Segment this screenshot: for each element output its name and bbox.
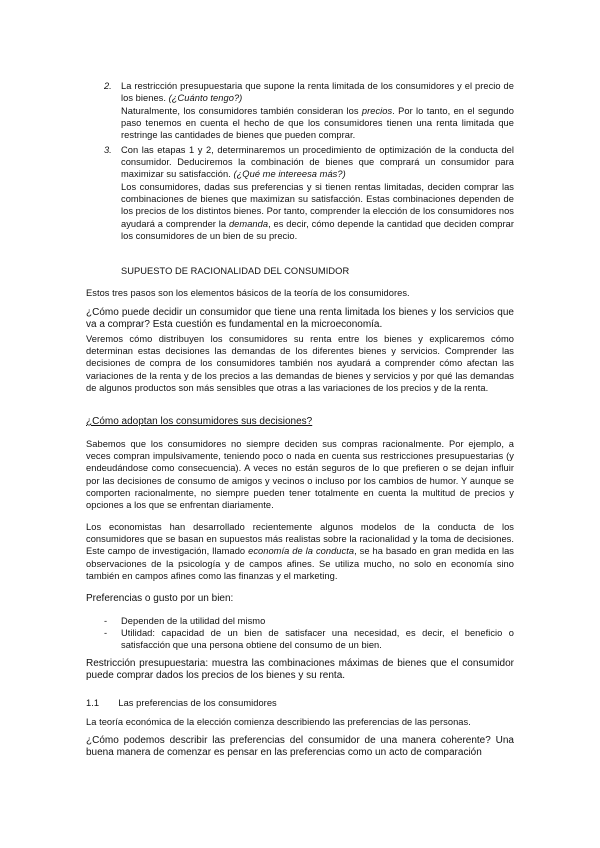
list-item-3-lead <box>121 144 514 181</box>
list-item-2-lead-text: La restricción presupuestaria que supone la renta limitada de los consumidores y el precio de los bienes. <box>121 81 514 104</box>
paragraph-question-2: ¿Cómo podemos describir las preferencias del consumidor de una manera coherente? Una buena manera de comenzar es pensar en las preferencias como un acto de comparación <box>86 735 514 759</box>
paragraph-economistas-b: , se ha basado en gran medida en las observaciones de la psicología y de campos afines. Se utiliza mucho, no solo en economía sino también en campos afines como las finanzas y el marketing. <box>86 546 514 581</box>
heading-decisiones: ¿Cómo adoptan los consumidores sus decisiones? <box>86 416 313 427</box>
subsection-title: Las preferencias de los consumidores <box>118 698 277 708</box>
bullet-mark-2: - <box>104 628 108 638</box>
list-number-2: 2. <box>104 81 112 91</box>
paragraph-restriccion: Restricción presupuestaria: muestra las combinaciones máximas de bienes que el consumidor puede comprar dados los precios de los bienes y su renta. <box>86 658 514 682</box>
list-item-3-lead-text: Con las etapas 1 y 2, determinaremos un procedimiento de optimización de la conducta del consumidor. Deduciremos la combinación de bienes que comprará un consumidor para maximizar su satisfacción. <box>121 145 514 180</box>
paragraph-veremos: Veremos cómo distribuyen los consumidores su renta entre los bienes y explicaremos cómo determinan estas decisiones las demandas de los diferentes bienes y servicios. Comprender las decisiones de compra de los consumidores también nos ayudará a comprender cómo afectan las variaciones de la renta y de los precios a las demandas de bienes y servicios y por qué las demandas de algunos productos son más sensibles que otras a las variaciones de los precios y de la renta. <box>86 334 514 393</box>
list-item-2-body-em: precios <box>361 106 393 116</box>
paragraph-economistas <box>86 521 514 582</box>
list-item-2-lead <box>121 80 514 104</box>
subsection-number: 1.1 <box>86 698 100 708</box>
list-item-3-body-em: demanda <box>228 218 269 229</box>
paragraph-sabemos: Sabemos que los consumidores no siempre deciden sus compras racionalmente. Por ejemplo, a veces compran impulsivamente, teniendo poco o nada en cuenta sus restricciones presupuestarias (y endeudándose como consecuencia). A veces no están seguros de lo que prefieren o se dejan influir por las decisiones de consumo de amigos y vecinos o incluso por los cambios de humor. Y aunque se comporten racionalmente, no siempre pueden tener totalmente en cuenta la multitud de precios y opciones a los que se enfrentan diariamente. <box>86 439 514 511</box>
list-item-3-body <box>121 181 514 242</box>
paragraph-three-steps: Estos tres pasos son los elementos básicos de la teoría de los consumidores. <box>86 288 410 298</box>
list-item-2-question: (¿Cuánto tengo?) <box>168 93 243 104</box>
list-item-3-question: (¿Qué me intereesa más?) <box>233 169 346 180</box>
list-item-2-body-a: Naturalmente, los consumidores también consideran los <box>121 106 359 116</box>
section-heading-racionalidad: SUPUESTO DE RACIONALIDAD DEL CONSUMIDOR <box>121 266 350 276</box>
paragraph-economistas-em: economía de la conducta <box>248 546 355 557</box>
list-item-2-body <box>121 105 514 142</box>
bullet-text-1: Dependen de la utilidad del mismo <box>121 616 266 626</box>
bullet-mark-1: - <box>104 616 108 626</box>
heading-preferencias: Preferencias o gusto por un bien: <box>86 593 234 604</box>
list-item-3-body-a: Los consumidores, dadas sus preferencias y si tienen rentas limitadas, deciden comprar las combinaciones de bienes que maximizan su satisfacción. Estas combinaciones dependen de los precios de los distintos bienes. Por tanto, comprender la elección de los consumidores nos ayudará a comprender la <box>121 182 514 229</box>
paragraph-economistas-a: Los economistas han desarrollado recientemente algunos modelos de la conducta de los consumidores que se basan en supuestos más realistas sobre la racionalidad y la toma de decisiones. Este campo de investigación, llamado <box>86 522 514 557</box>
paragraph-teoria: La teoría económica de la elección comienza describiendo las preferencias de las personas. <box>86 717 471 727</box>
bullet-text-2: Utilidad: capacidad de un bien de satisfacer una necesidad, es decir, el beneficio o satisfacción que una persona obtiene del consumo de un bien. <box>121 628 514 651</box>
paragraph-question-1: ¿Cómo puede decidir un consumidor que tiene una renta limitada los bienes y los servicios que va a comprar? Esta cuestión es fundamental en la microeconomía. <box>86 307 514 331</box>
list-item-2-body-b: . Por lo tanto, en el segundo paso tenemos en cuenta el hecho de que los consumidores tienen una renta limitada que restringe las cantidades de bienes que pueden comprar. <box>121 106 514 141</box>
list-item-3-body-b: , es decir, cómo depende la cantidad que deciden comprar los consumidores de un bien de su precio. <box>121 218 515 241</box>
subsection-heading <box>86 697 514 709</box>
list-number-3: 3. <box>104 145 112 155</box>
